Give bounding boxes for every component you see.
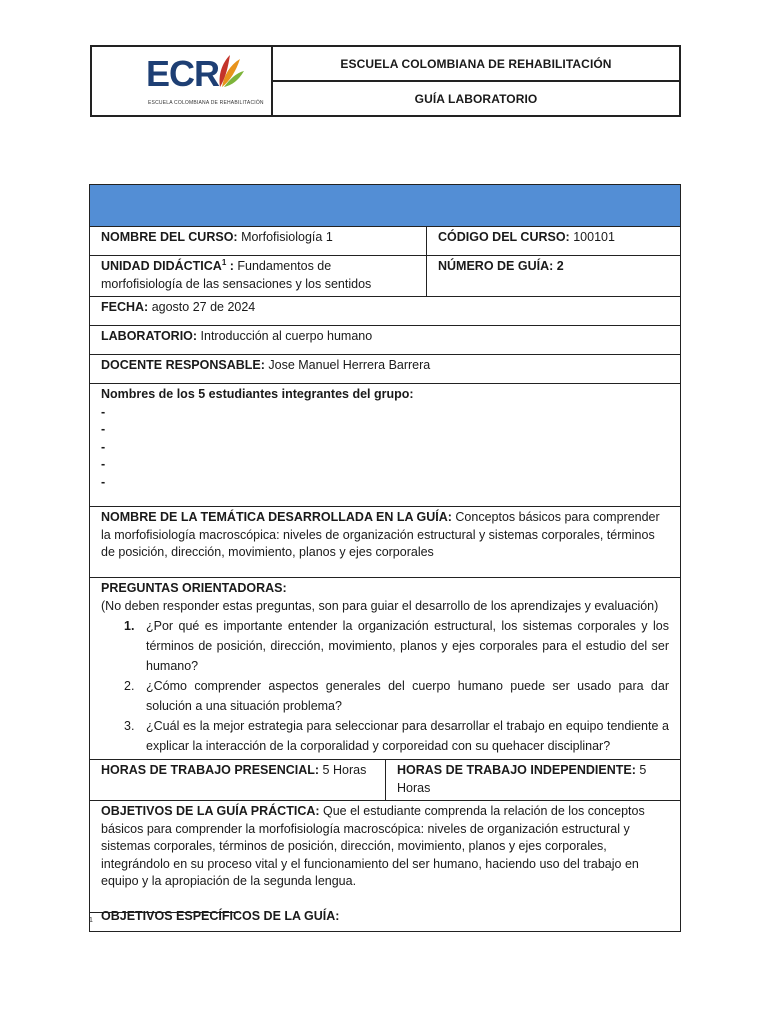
blue-header-band <box>90 185 680 227</box>
independent-hours-cell <box>386 760 680 800</box>
question-text: ¿Por qué es importante entender la organización estructural, los sistemas corporales y los términos de posición, dirección, movimiento, planos y ejes corporales para el estudio del ser humano? <box>146 619 669 673</box>
course-name-cell <box>90 227 427 255</box>
logo-wordmark: ECR <box>146 53 220 94</box>
question-text: ¿Cómo comprender aspectos generales del cuerpo humano puede ser usado para dar solución a una situación problema? <box>146 679 669 713</box>
question-item <box>124 716 669 756</box>
unit-label: UNIDAD DIDÁCTICA <box>101 259 222 273</box>
guide-number-value: 2 <box>553 259 564 273</box>
question-item <box>124 616 669 676</box>
questions-row <box>90 578 680 760</box>
objectives-value: Que el estudiante comprenda la relación de los conceptos básicos para comprender la morfofisiología macroscópica: niveles de organización estructural y sistemas corporales, términos de posición, dirección, movimiento, planos y ejes corporales, integrándolo en su proceso vital y el funcionamiento del ser humano, haciendo uso del trabajo en equipo y la apropiación de la segunda lengua. <box>101 804 645 888</box>
questions-label: PREGUNTAS ORIENTADORAS: <box>101 581 287 595</box>
lab-label: LABORATORIO: <box>101 329 198 343</box>
unit-colon: : <box>226 259 238 273</box>
theme-row <box>90 507 680 578</box>
theme-label: NOMBRE DE LA TEMÁTICA DESARROLLADA EN LA GUÍA: <box>101 510 452 524</box>
lab-value: Introducción al cuerpo humano <box>197 329 373 343</box>
footnote-mark: 1 <box>89 917 93 924</box>
course-code-label: CÓDIGO DEL CURSO: <box>438 230 570 244</box>
footnote-separator <box>89 912 238 913</box>
question-item <box>124 676 669 716</box>
teacher-label: DOCENTE RESPONSABLE: <box>101 358 265 372</box>
students-row <box>90 384 680 507</box>
objectives-label: OBJETIVOS DE LA GUÍA PRÁCTICA: <box>101 804 320 818</box>
date-row <box>90 297 680 326</box>
theme-value: Conceptos básicos para comprender la morfofisiología macroscópica: niveles de organización estructural y sistemas corporales, términos de posición, dirección, movimiento, planos y ejes corporales <box>101 510 660 559</box>
footnote-ref: 1 <box>221 257 227 267</box>
questions-list <box>101 616 669 756</box>
logo-cell <box>92 47 273 115</box>
independent-hours-value: 5 Horas <box>397 763 647 795</box>
date-label: FECHA: <box>101 300 149 314</box>
header-titles <box>273 47 679 115</box>
objectives-paragraph <box>101 803 669 891</box>
students-label: Nombres de los 5 estudiantes integrantes del grupo: <box>101 387 414 401</box>
presential-hours-cell <box>90 760 386 800</box>
guide-number-label: NÚMERO DE GUÍA: <box>438 259 554 273</box>
presential-hours-value: 5 Horas <box>319 763 367 777</box>
question-number: 2. <box>124 679 135 693</box>
guide-number-cell <box>427 256 680 296</box>
teacher-value: Jose Manuel Herrera Barrera <box>264 358 431 372</box>
guide-form-table <box>89 184 681 932</box>
logo-subtitle: ESCUELA COLOMBIANA DE REHABILITACIÓN <box>148 100 264 106</box>
independent-hours-label: HORAS DE TRABAJO INDEPENDIENTE: <box>397 763 636 777</box>
unit-row <box>90 256 680 297</box>
student-line: - <box>101 422 106 436</box>
unit-value: Fundamentos de morfofisiología de las sensaciones y los sentidos <box>101 259 372 291</box>
specific-objectives-label: OBJETIVOS ESPECÍFICOS DE LA GUÍA: <box>101 908 340 923</box>
document-type: GUÍA LABORATORIO <box>273 80 679 115</box>
student-line: - <box>101 404 106 419</box>
question-number: 1. <box>124 619 135 633</box>
institution-name: ESCUELA COLOMBIANA DE REHABILITACIÓN <box>340 56 612 71</box>
document-header <box>90 45 681 117</box>
presential-hours-label: HORAS DE TRABAJO PRESENCIAL: <box>101 763 320 777</box>
question-number: 3. <box>124 719 135 733</box>
teacher-row <box>90 355 680 384</box>
course-code-cell <box>427 227 680 255</box>
student-line: - <box>101 439 106 454</box>
hours-row <box>90 760 680 801</box>
course-row <box>90 227 680 256</box>
course-name-label: NOMBRE DEL CURSO: <box>101 230 238 244</box>
leaf-logo-icon <box>216 53 244 91</box>
questions-note: (No deben responder estas preguntas, son para guiar el desarrollo de los aprendizajes y evaluación) <box>101 598 659 613</box>
date-value: agosto 27 de 2024 <box>148 300 256 314</box>
student-line: - <box>101 474 106 489</box>
student-line: - <box>101 457 106 471</box>
unit-cell <box>90 256 427 296</box>
question-text: ¿Cuál es la mejor estrategia para seleccionar para desarrollar el trabajo en equipo tendiente a explicar la interacción de la corporalidad y corporeidad con su quehacer disciplinar? <box>146 719 669 753</box>
lab-row <box>90 326 680 355</box>
course-code-value: 100101 <box>569 230 615 244</box>
course-name-value: Morfofisiología 1 <box>237 230 333 244</box>
